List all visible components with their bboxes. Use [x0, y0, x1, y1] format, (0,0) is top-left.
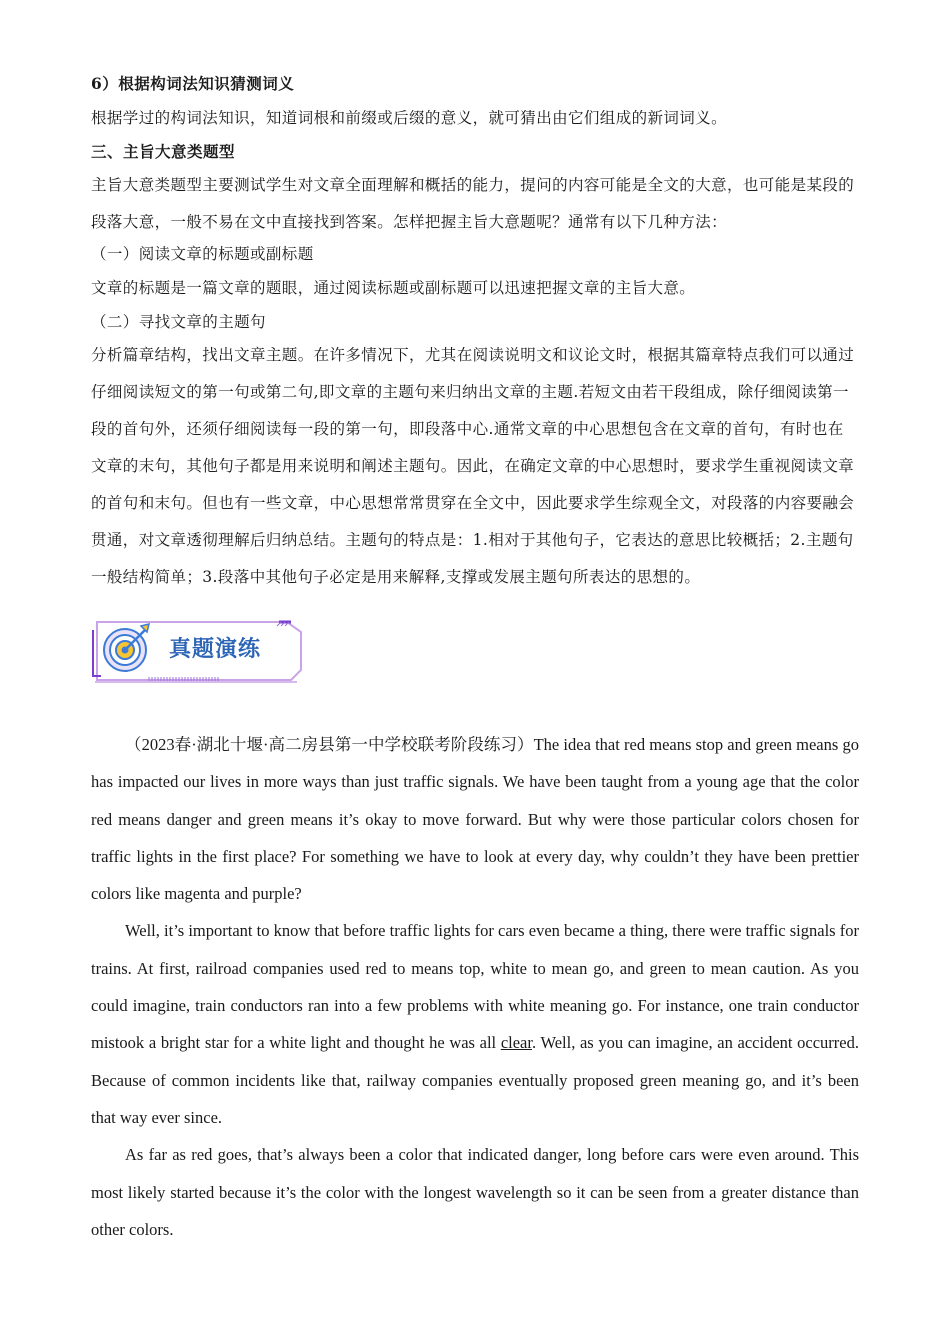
section6-text: 根据学过的构词法知识，知道词根和前缀或后缀的意义，就可猜出由它们组成的新词词义。	[91, 109, 728, 127]
passage-p2-after: . Well, as you can imagine, an accident occurred. Because of common incidents like that, railway companies eventually proposed green meaning go, and it’s been that way ever since.	[91, 1033, 859, 1127]
underlined-word-clear: clear	[500, 1033, 532, 1053]
sub1-text: 文章的标题是一篇文章的题眼，通过阅读标题或副标题可以迅速把握文章的主旨大意。	[91, 279, 696, 297]
sub2-heading: （二）寻找文章的主题句	[91, 313, 266, 331]
passage-source: （2023春·湖北十堰·高二房县第一中学校联考阶段练习）	[125, 735, 534, 754]
passage-paragraph-2	[91, 912, 859, 1136]
section6-heading: 6）根据构词法知识猜测词义	[91, 74, 295, 93]
section3-heading: 三、主旨大意类题型	[91, 142, 236, 161]
sub1-heading: （一）阅读文章的标题或副标题	[91, 245, 314, 263]
sub2-text: 分析篇章结构，找出文章主题。在许多情况下，尤其在阅读说明文和议论文时，根据其篇章特点我们可以通过仔细阅读短文的第一句或第二句,即文章的主题句来归纳出文章的主题.若短文由若干段组成，除仔细阅读第一段的首句外，还须仔细阅读每一段的第一句，即段落中心.通常文章的中心思想包含在文章的首句，有时也在文章的末句，其他句子都是用来说明和阐述主题句。因此，在确定文章的中心思想时，要求学生重视阅读文章的首句和末句。但也有一些文章，中心思想常常贯穿在全文中，因此要求学生综观全文，对段落的内容要融会贯通，对文章透彻理解后归纳总结。主题句的特点是：1.相对于其他句子，它表达的意思比较概括；2.主题句一般结构简单；3.段落中其他句子必定是用来解释,支撑或发展主题句所表达的思想的。	[91, 346, 855, 586]
badge-label: 真题演练	[169, 637, 262, 662]
document-page	[91, 74, 859, 1248]
passage-paragraph-1	[91, 726, 859, 912]
passage-p2-before: Well, it’s important to know that before traffic lights for cars even became a thing, there were traffic signals for trains. At first, railroad companies used red to means top, white to mean go, and green to mean caution. As you could imagine, train conductors ran into a few problems with white meaning go. For instance, one train conductor mistook a bright star for a white light and thought he was all	[91, 921, 859, 1053]
passage-paragraph-3: As far as red goes, that’s always been a color that indicated danger, long before cars were even around. This most likely started because it’s the color with the longest wavelength so it can be seen from a greater distance than other colors.	[91, 1145, 859, 1239]
practice-badge	[91, 618, 306, 686]
section3-intro: 主旨大意类题型主要测试学生对文章全面理解和概括的能力，提问的内容可能是全文的大意，也可能是某段的段落大意，一般不易在文中直接找到答案。怎样把握主旨大意题呢？通常有以下几种方法：	[91, 176, 855, 231]
passage-p1-text: The idea that red means stop and green means go has impacted our lives in more ways than just traffic signals. We have been taught from a young age that the color red means danger and green means it’s okay to move forward. But why were those particular colors chosen for traffic lights in the first place? For something we have to look at every day, why couldn’t they have been prettier colors like magenta and purple?	[91, 735, 859, 904]
